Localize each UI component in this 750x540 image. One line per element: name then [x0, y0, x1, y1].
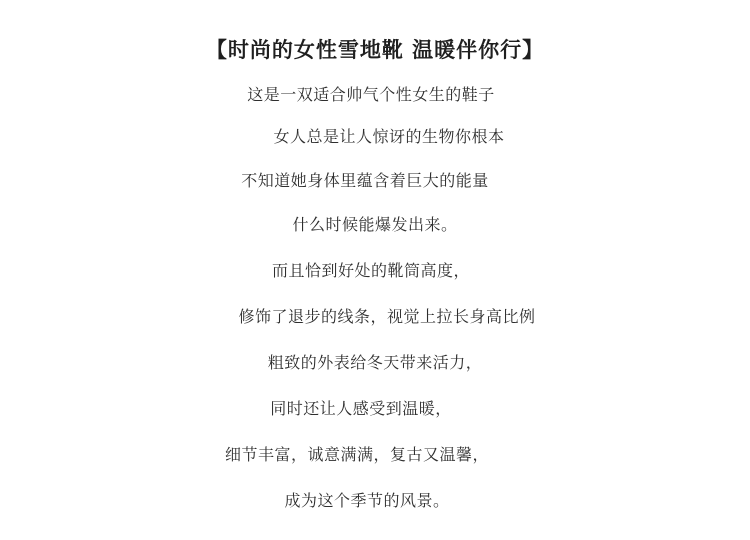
description-line-10: 成为这个季节的风景。: [284, 491, 450, 510]
description-line-7: 粗致的外表给冬天带来活力，: [267, 353, 483, 372]
description-line-2: 女人总是让人惊讶的生物你根本: [273, 127, 505, 146]
description-line-6: 修饰了退步的线条，视觉上拉长身高比例: [238, 307, 536, 326]
description-line-9: 细节丰富，诚意满满，复古又温馨，: [224, 445, 489, 464]
description-line-5: 而且恰到好处的靴筒高度，: [271, 261, 470, 280]
description-line-3: 不知道她身体里蕴含着巨大的能量: [241, 171, 489, 190]
description-line-4: 什么时候能爆发出来。: [292, 215, 458, 234]
description-line-1: 这是一双适合帅气个性女生的鞋子: [247, 85, 495, 104]
page-title: 【时尚的女性雪地靴 温暖伴你行】: [205, 38, 545, 62]
description-line-8: 同时还让人感受到温暖，: [270, 399, 452, 418]
